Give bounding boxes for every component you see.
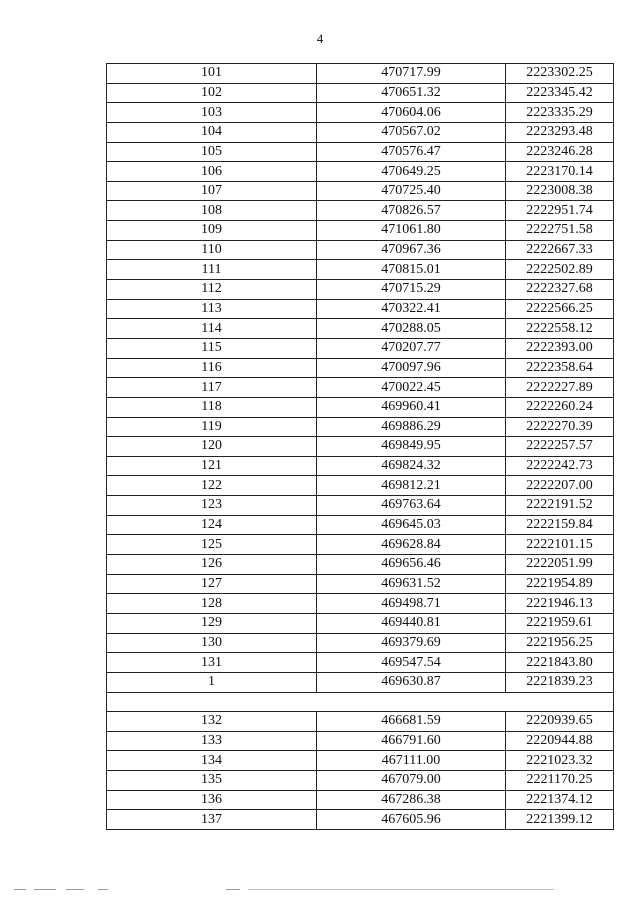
table-row xyxy=(107,122,614,142)
x-coordinate-cell: 469498.71 xyxy=(317,594,506,614)
x-coordinate-cell: 469379.69 xyxy=(317,633,506,653)
point-number-cell: 103 xyxy=(107,103,317,123)
table-row xyxy=(107,280,614,300)
table-row xyxy=(107,142,614,162)
x-coordinate-cell: 469886.29 xyxy=(317,417,506,437)
coordinates-table-body xyxy=(107,64,614,830)
table-row xyxy=(107,672,614,692)
point-number-cell: 135 xyxy=(107,771,317,791)
table-row xyxy=(107,358,614,378)
table-row xyxy=(107,162,614,182)
point-number-cell: 122 xyxy=(107,476,317,496)
y-coordinate-cell: 2222358.64 xyxy=(506,358,614,378)
x-coordinate-cell: 470576.47 xyxy=(317,142,506,162)
y-coordinate-cell: 2222667.33 xyxy=(506,240,614,260)
y-coordinate-cell: 2221954.89 xyxy=(506,574,614,594)
table-row xyxy=(107,613,614,633)
y-coordinate-cell: 2222159.84 xyxy=(506,515,614,535)
table-row xyxy=(107,201,614,221)
y-coordinate-cell: 2222751.58 xyxy=(506,221,614,241)
y-coordinate-cell: 2223246.28 xyxy=(506,142,614,162)
y-coordinate-cell: 2222327.68 xyxy=(506,280,614,300)
table-row xyxy=(107,338,614,358)
point-number-cell: 130 xyxy=(107,633,317,653)
y-coordinate-cell: 2222558.12 xyxy=(506,319,614,339)
table-row xyxy=(107,240,614,260)
x-coordinate-cell: 466681.59 xyxy=(317,712,506,732)
point-number-cell: 134 xyxy=(107,751,317,771)
table-row xyxy=(107,397,614,417)
x-coordinate-cell: 469631.52 xyxy=(317,574,506,594)
table-row xyxy=(107,181,614,201)
table-row xyxy=(107,417,614,437)
x-coordinate-cell: 470715.29 xyxy=(317,280,506,300)
x-coordinate-cell: 471061.80 xyxy=(317,221,506,241)
point-number-cell: 123 xyxy=(107,496,317,516)
page-number: 4 xyxy=(316,31,324,46)
coordinates-table xyxy=(106,63,614,830)
table-row xyxy=(107,456,614,476)
y-coordinate-cell: 2222502.89 xyxy=(506,260,614,280)
point-number-cell: 110 xyxy=(107,240,317,260)
y-coordinate-cell: 2221170.25 xyxy=(506,771,614,791)
point-number-cell: 124 xyxy=(107,515,317,535)
x-coordinate-cell: 470097.96 xyxy=(317,358,506,378)
x-coordinate-cell: 470967.36 xyxy=(317,240,506,260)
x-coordinate-cell: 470651.32 xyxy=(317,83,506,103)
table-row xyxy=(107,64,614,84)
point-number-cell: 1 xyxy=(107,672,317,692)
x-coordinate-cell: 470207.77 xyxy=(317,338,506,358)
table-row xyxy=(107,437,614,457)
x-coordinate-cell: 467079.00 xyxy=(317,771,506,791)
separator-cell xyxy=(107,692,614,712)
y-coordinate-cell: 2223345.42 xyxy=(506,83,614,103)
y-coordinate-cell: 2223170.14 xyxy=(506,162,614,182)
point-number-cell: 111 xyxy=(107,260,317,280)
x-coordinate-cell: 470288.05 xyxy=(317,319,506,339)
y-coordinate-cell: 2222257.57 xyxy=(506,437,614,457)
point-number-cell: 109 xyxy=(107,221,317,241)
table-row xyxy=(107,319,614,339)
x-coordinate-cell: 470649.25 xyxy=(317,162,506,182)
point-number-cell: 128 xyxy=(107,594,317,614)
point-number-cell: 136 xyxy=(107,790,317,810)
point-number-cell: 118 xyxy=(107,397,317,417)
point-number-cell: 129 xyxy=(107,613,317,633)
point-number-cell: 108 xyxy=(107,201,317,221)
x-coordinate-cell: 470717.99 xyxy=(317,64,506,84)
y-coordinate-cell: 2221374.12 xyxy=(506,790,614,810)
point-number-cell: 125 xyxy=(107,535,317,555)
point-number-cell: 105 xyxy=(107,142,317,162)
point-number-cell: 132 xyxy=(107,712,317,732)
y-coordinate-cell: 2222051.99 xyxy=(506,555,614,575)
table-row xyxy=(107,751,614,771)
y-coordinate-cell: 2223293.48 xyxy=(506,122,614,142)
x-coordinate-cell: 470826.57 xyxy=(317,201,506,221)
table-row xyxy=(107,594,614,614)
x-coordinate-cell: 470567.02 xyxy=(317,122,506,142)
point-number-cell: 102 xyxy=(107,83,317,103)
y-coordinate-cell: 2222191.52 xyxy=(506,496,614,516)
point-number-cell: 106 xyxy=(107,162,317,182)
y-coordinate-cell: 2222101.15 xyxy=(506,535,614,555)
table-row xyxy=(107,790,614,810)
y-coordinate-cell: 2222260.24 xyxy=(506,397,614,417)
y-coordinate-cell: 2220944.88 xyxy=(506,731,614,751)
y-coordinate-cell: 2222393.00 xyxy=(506,338,614,358)
x-coordinate-cell: 469812.21 xyxy=(317,476,506,496)
x-coordinate-cell: 470322.41 xyxy=(317,299,506,319)
table-row xyxy=(107,103,614,123)
scan-footer-marks xyxy=(0,884,640,894)
point-number-cell: 101 xyxy=(107,64,317,84)
x-coordinate-cell: 469547.54 xyxy=(317,653,506,673)
table-row xyxy=(107,633,614,653)
table-row xyxy=(107,555,614,575)
x-coordinate-cell: 466791.60 xyxy=(317,731,506,751)
y-coordinate-cell: 2222566.25 xyxy=(506,299,614,319)
point-number-cell: 117 xyxy=(107,378,317,398)
y-coordinate-cell: 2222951.74 xyxy=(506,201,614,221)
x-coordinate-cell: 469440.81 xyxy=(317,613,506,633)
y-coordinate-cell: 2223302.25 xyxy=(506,64,614,84)
x-coordinate-cell: 469656.46 xyxy=(317,555,506,575)
y-coordinate-cell: 2222207.00 xyxy=(506,476,614,496)
y-coordinate-cell: 2221023.32 xyxy=(506,751,614,771)
table-row xyxy=(107,810,614,830)
point-number-cell: 116 xyxy=(107,358,317,378)
table-row xyxy=(107,535,614,555)
y-coordinate-cell: 2221839.23 xyxy=(506,672,614,692)
table-row xyxy=(107,260,614,280)
point-number-cell: 114 xyxy=(107,319,317,339)
x-coordinate-cell: 469960.41 xyxy=(317,397,506,417)
table-row xyxy=(107,731,614,751)
point-number-cell: 137 xyxy=(107,810,317,830)
y-coordinate-cell: 2221843.80 xyxy=(506,653,614,673)
separator-row xyxy=(107,692,614,712)
y-coordinate-cell: 2221959.61 xyxy=(506,613,614,633)
x-coordinate-cell: 469849.95 xyxy=(317,437,506,457)
table-row xyxy=(107,653,614,673)
point-number-cell: 127 xyxy=(107,574,317,594)
point-number-cell: 126 xyxy=(107,555,317,575)
table-row xyxy=(107,574,614,594)
table-row xyxy=(107,496,614,516)
point-number-cell: 119 xyxy=(107,417,317,437)
x-coordinate-cell: 469645.03 xyxy=(317,515,506,535)
table-row xyxy=(107,378,614,398)
y-coordinate-cell: 2222270.39 xyxy=(506,417,614,437)
y-coordinate-cell: 2221399.12 xyxy=(506,810,614,830)
y-coordinate-cell: 2223335.29 xyxy=(506,103,614,123)
x-coordinate-cell: 469630.87 xyxy=(317,672,506,692)
table-row xyxy=(107,221,614,241)
point-number-cell: 120 xyxy=(107,437,317,457)
point-number-cell: 113 xyxy=(107,299,317,319)
y-coordinate-cell: 2222242.73 xyxy=(506,456,614,476)
y-coordinate-cell: 2221956.25 xyxy=(506,633,614,653)
point-number-cell: 133 xyxy=(107,731,317,751)
point-number-cell: 115 xyxy=(107,338,317,358)
x-coordinate-cell: 467111.00 xyxy=(317,751,506,771)
x-coordinate-cell: 470725.40 xyxy=(317,181,506,201)
y-coordinate-cell: 2221946.13 xyxy=(506,594,614,614)
x-coordinate-cell: 467286.38 xyxy=(317,790,506,810)
point-number-cell: 112 xyxy=(107,280,317,300)
x-coordinate-cell: 470604.06 xyxy=(317,103,506,123)
point-number-cell: 131 xyxy=(107,653,317,673)
table-row xyxy=(107,476,614,496)
x-coordinate-cell: 467605.96 xyxy=(317,810,506,830)
table-row xyxy=(107,299,614,319)
x-coordinate-cell: 469824.32 xyxy=(317,456,506,476)
table-row xyxy=(107,771,614,791)
x-coordinate-cell: 469628.84 xyxy=(317,535,506,555)
y-coordinate-cell: 2222227.89 xyxy=(506,378,614,398)
x-coordinate-cell: 470022.45 xyxy=(317,378,506,398)
table-row xyxy=(107,515,614,535)
table-row xyxy=(107,712,614,732)
x-coordinate-cell: 469763.64 xyxy=(317,496,506,516)
y-coordinate-cell: 2220939.65 xyxy=(506,712,614,732)
point-number-cell: 107 xyxy=(107,181,317,201)
point-number-cell: 121 xyxy=(107,456,317,476)
table-row xyxy=(107,83,614,103)
x-coordinate-cell: 470815.01 xyxy=(317,260,506,280)
point-number-cell: 104 xyxy=(107,122,317,142)
y-coordinate-cell: 2223008.38 xyxy=(506,181,614,201)
